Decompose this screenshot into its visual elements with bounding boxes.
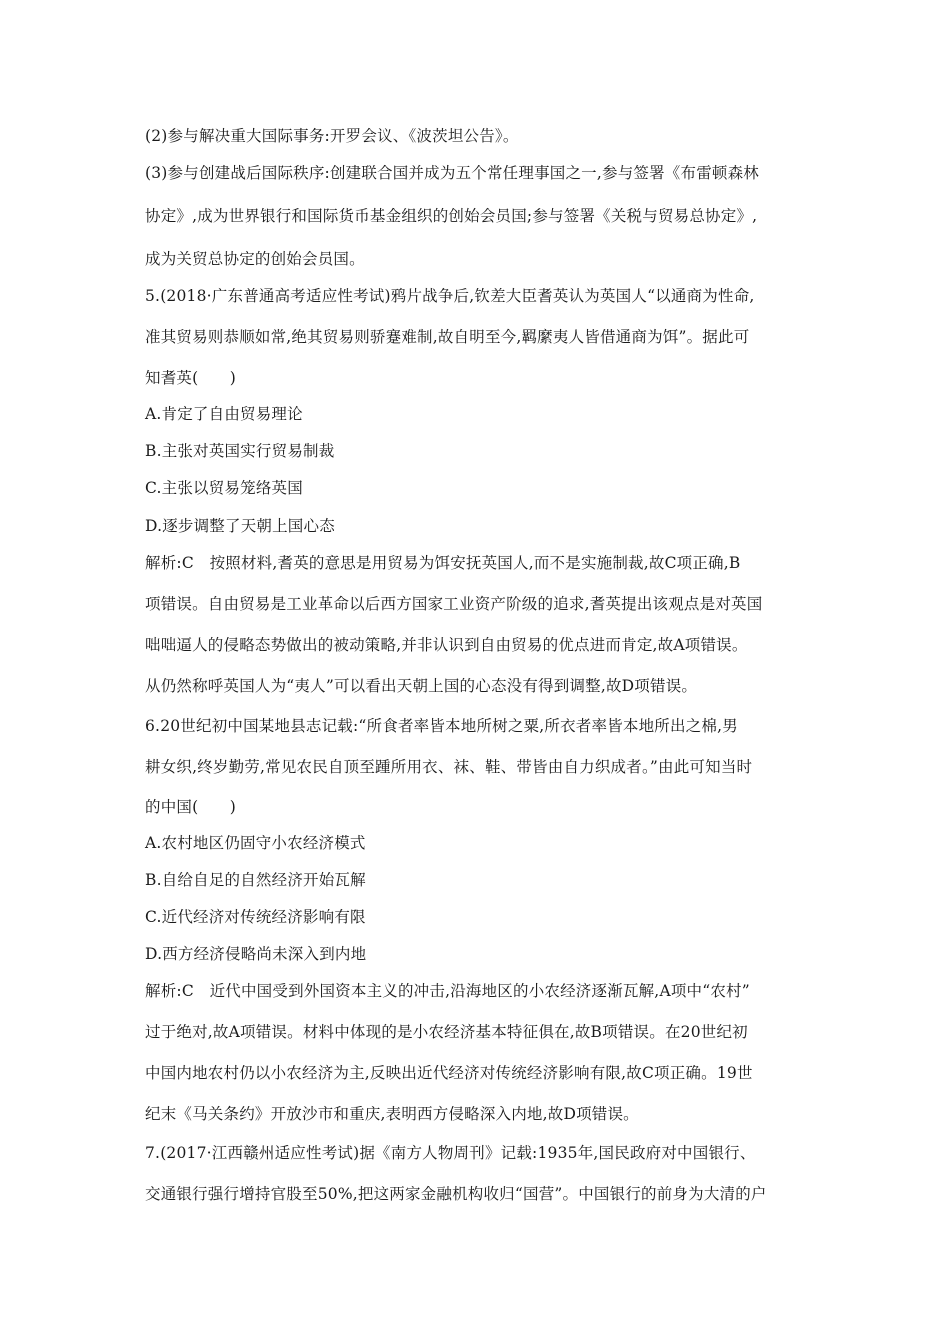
question-5-stem: 知耆英( ) — [145, 369, 236, 387]
option-d: D.西方经济侵略尚未深入到内地 — [145, 945, 367, 963]
question-6-stem: 的中国( ) — [145, 798, 236, 816]
text-line: 协定》,成为世界银行和国际货币基金组织的创始会员国;参与签署《关税与贸易总协定》, — [145, 207, 758, 225]
question-5-stem: 5.(2018·广东普通高考适应性考试)鸦片战争后,钦差大臣耆英认为英国人“以通商为性命, — [145, 287, 755, 305]
text-line: (2)参与解决重大国际事务:开罗会议、《波茨坦公告》。 — [145, 127, 519, 145]
option-c: C.近代经济对传统经济影响有限 — [145, 908, 366, 926]
answer-analysis: 从仍然称呼英国人为“夷人”可以看出天朝上国的心态没有得到调整,故D项错误。 — [145, 677, 698, 695]
answer-analysis: 解析:C 近代中国受到外国资本主义的冲击,沿海地区的小农经济逐渐瓦解,A项中“农村” — [145, 982, 750, 1000]
question-6-stem: 6.20世纪初中国某地县志记载:“所食者率皆本地所树之粟,所衣者率皆本地所出之棉,男 — [145, 717, 738, 735]
answer-analysis: 中国内地农村仍以小农经济为主,反映出近代经济对传统经济影响有限,故C项正确。19世 — [145, 1064, 753, 1082]
option-a: A.农村地区仍固守小农经济模式 — [145, 834, 366, 852]
question-7-stem: 7.(2017·江西赣州适应性考试)据《南方人物周刊》记载:1935年,国民政府对中国银行、 — [145, 1144, 756, 1162]
answer-analysis: 咄咄逼人的侵略态势做出的被动策略,并非认识到自由贸易的优点进而肯定,故A项错误。 — [145, 636, 748, 654]
option-b: B.主张对英国实行贸易制裁 — [145, 442, 335, 460]
option-c: C.主张以贸易笼络英国 — [145, 479, 303, 497]
text-line: 成为关贸总协定的创始会员国。 — [145, 250, 365, 268]
question-5-stem: 准其贸易则恭顺如常,绝其贸易则骄蹇难制,故自明至今,羁縻夷人皆借通商为饵”。据此可 — [145, 328, 750, 346]
answer-analysis: 项错误。自由贸易是工业革命以后西方国家工业资产阶级的追求,耆英提出该观点是对英国 — [145, 595, 763, 613]
answer-analysis: 纪末《马关条约》开放沙市和重庆,表明西方侵略深入内地,故D项错误。 — [145, 1105, 639, 1123]
text-line: (3)参与创建战后国际秩序:创建联合国并成为五个常任理事国之一,参与签署《布雷顿森林 — [145, 164, 760, 182]
question-6-stem: 耕女织,终岁勤劳,常见农民自顶至踵所用衣、袜、鞋、带皆由自力织成者。”由此可知当时 — [145, 758, 753, 776]
question-7-stem: 交通银行强行增持官股至50%,把这两家金融机构收归“国营”。中国银行的前身为大清的户 — [145, 1185, 767, 1203]
option-b: B.自给自足的自然经济开始瓦解 — [145, 871, 366, 889]
answer-analysis: 过于绝对,故A项错误。材料中体现的是小农经济基本特征俱在,故B项错误。在20世纪初 — [145, 1023, 748, 1041]
option-a: A.肯定了自由贸易理论 — [145, 405, 303, 423]
answer-analysis: 解析:C 按照材料,耆英的意思是用贸易为饵安抚英国人,而不是实施制裁,故C项正确,B — [145, 554, 741, 572]
option-d: D.逐步调整了天朝上国心态 — [145, 517, 335, 535]
